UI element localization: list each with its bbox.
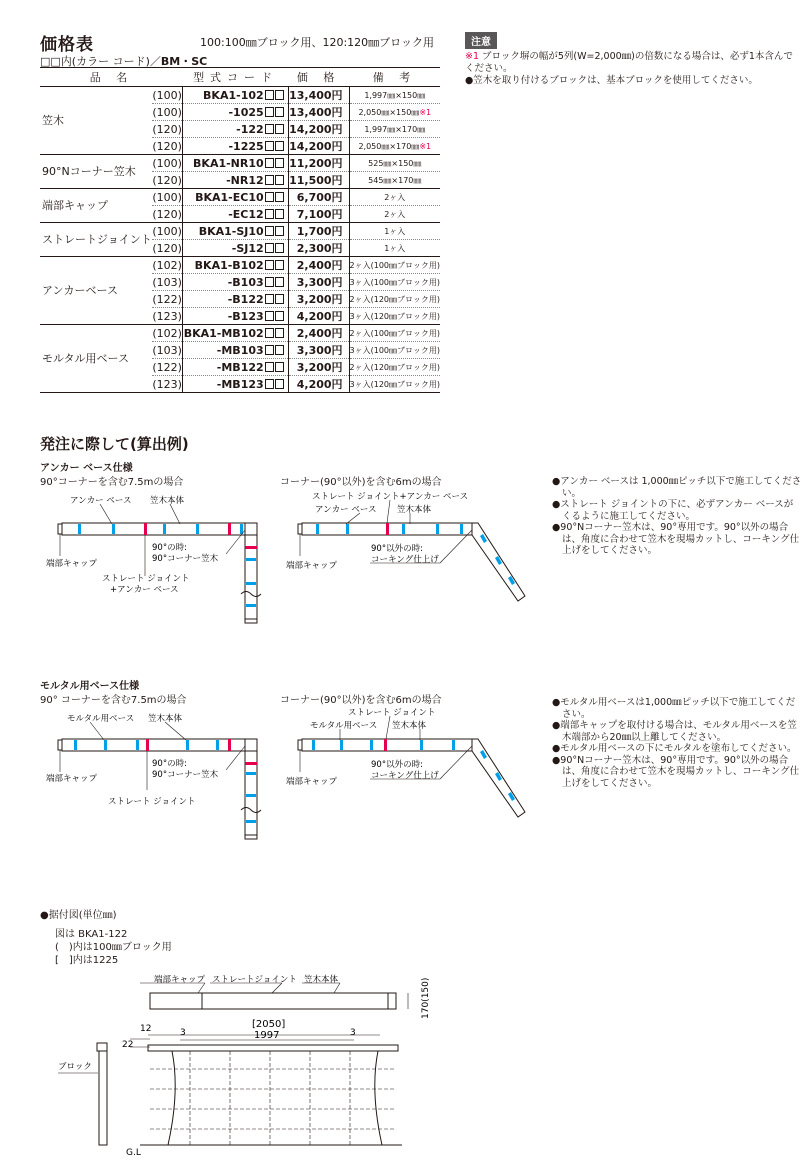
model-code-cell: [183, 308, 288, 325]
price-cell: 6,700円: [288, 189, 349, 206]
color-code-box: [275, 311, 284, 321]
color-code-box: [265, 345, 274, 355]
remarks-cell: [349, 308, 440, 325]
table-row: [40, 155, 440, 172]
price-cell: 2,400円: [288, 257, 349, 274]
model-code-text: -MB123: [216, 377, 264, 391]
product-name-cell: 笠木: [40, 87, 152, 155]
mortar-body-label: 笠木本体: [148, 714, 183, 724]
anchor-note-3: ●90°Nコーナー笠木は、90°専用です。90°以外の場合は、角度に合わせて笠木を現場カットし、コーキング仕上げをしてください。: [552, 522, 800, 556]
install-end-cap-label: 端部キャップ: [154, 975, 206, 985]
color-code-box: [275, 209, 284, 219]
color-code-box: [275, 294, 284, 304]
end-cap-label-right: 端部キャップ: [286, 561, 338, 571]
anchor-base-label-right: アンカー ベース: [315, 505, 377, 515]
color-code-box: [265, 311, 274, 321]
model-code-text: BKA1-B102: [194, 258, 264, 272]
model-code-cell: [183, 291, 288, 308]
remarks-text: 1ヶ入: [384, 243, 406, 253]
model-code-text: -B103: [227, 275, 264, 289]
other-angle-label-b: コーキング仕上げ: [371, 555, 439, 565]
mortar-note-4: ●90°Nコーナー笠木は、90°専用です。90°以外の場合は、角度に合わせて笠木を現場カットし、コーキング仕上げをしてください。: [552, 754, 800, 789]
mortar-corner-90-b: 90°コーナー笠木: [152, 770, 219, 780]
color-code-box: [275, 90, 284, 100]
color-code-box: [275, 379, 284, 389]
mortar-body-label-right: 笠木本体: [392, 721, 427, 731]
mortar-end-cap-label: 端部キャップ: [46, 774, 98, 784]
model-code-cell: [183, 104, 288, 121]
product-name-cell: 90°Nコーナー笠木: [40, 155, 152, 189]
remarks-text: 525㎜×150㎜: [368, 158, 422, 168]
order-section-title: 発注に際して(算出例): [40, 435, 189, 453]
remarks-cell: [349, 155, 440, 172]
model-code-text: -1025: [228, 105, 264, 119]
color-code-box: [265, 243, 274, 253]
block-size-cell: (123): [152, 377, 182, 391]
color-code-box: [265, 379, 274, 389]
model-code-cell: [183, 359, 288, 376]
color-code-box: [275, 345, 284, 355]
dim-12: 12: [140, 1024, 152, 1034]
mortar-left-rail: [58, 739, 261, 839]
model-code-cell: [183, 342, 288, 359]
remarks-cell: [349, 121, 440, 138]
color-code-box: [275, 277, 284, 287]
remarks-text: 3ヶ入(120㎜ブロック用): [349, 311, 440, 321]
remarks-cell: [349, 223, 440, 240]
mortar-left-caption: 90° コーナーを含む7.5mの場合: [40, 695, 187, 706]
model-code-cell: [183, 87, 288, 104]
model-code-cell: [183, 206, 288, 223]
product-name-cell: アンカーベース: [40, 257, 152, 325]
table-row: [40, 325, 440, 342]
remarks-cell: [349, 104, 440, 121]
gl-label: G.L: [126, 1148, 141, 1158]
remarks-text: 3ヶ入(100㎜ブロック用): [349, 345, 440, 355]
remarks-text: 2ヶ入: [384, 192, 406, 202]
anchor-layout-diagram: [40, 486, 540, 631]
block-size-cell: (120): [152, 173, 182, 187]
install-joint-label: ストレートジョイント: [212, 975, 297, 985]
block-size-cell: (102): [152, 258, 182, 272]
header-model-code: 型式コード: [183, 68, 288, 87]
block-size-cell: (103): [152, 343, 182, 357]
mortar-note-2: ●端部キャップを取付ける場合は、モルタル用ベースを笠木端部から20㎜以上離してください。: [552, 720, 797, 743]
remarks-text: 1,997㎜×150㎜: [364, 90, 426, 100]
product-name-cell: モルタル用ベース: [40, 325, 152, 393]
model-code-text: -122: [236, 122, 264, 136]
table-row: [40, 257, 440, 274]
anchor-note-1: ●アンカー ベースは 1,000㎜ピッチ以下で施工してください。: [552, 476, 802, 499]
color-code-box: [275, 107, 284, 117]
price-cell: 3,300円: [288, 274, 349, 291]
model-code-text: BKA1-SJ10: [198, 224, 264, 238]
header-price: 価 格: [288, 68, 349, 87]
mortar-right-caption: コーナー(90°以外)を含む6mの場合: [280, 695, 442, 706]
color-code-box: [265, 328, 274, 338]
remarks-text: 2,050㎜×170㎜: [358, 141, 420, 151]
color-code-box: [265, 226, 274, 236]
dim-3-left: 3: [180, 1028, 186, 1038]
color-code-box: [275, 158, 284, 168]
mortar-corner-90-a: 90°の時:: [152, 759, 187, 769]
block-size-cell: (100): [152, 156, 182, 170]
remarks-text: 3ヶ入(100㎜ブロック用): [349, 277, 440, 287]
mortar-notes: [552, 697, 802, 789]
other-angle-label-a: 90°以外の時:: [371, 544, 423, 554]
caution-notes: [465, 51, 800, 87]
model-code-text: -B122: [227, 292, 264, 306]
remarks-mark: ※1: [419, 107, 432, 117]
model-code-text: -NR12: [226, 173, 264, 187]
table-row: [40, 87, 440, 104]
block-size-cell: (120): [152, 241, 182, 255]
remarks-text: 2ヶ入(120㎜ブロック用): [349, 294, 440, 304]
remarks-cell: [349, 240, 440, 257]
price-table-subtitle: 100:100㎜ブロック用、120:120㎜ブロック用: [200, 36, 434, 49]
price-cell: 14,200円: [288, 121, 349, 138]
model-code-text: BKA1-MB102: [183, 326, 264, 340]
install-drawing: [40, 965, 440, 1165]
product-name-cell: 端部キャップ: [40, 189, 152, 223]
model-code-text: BKA1-EC10: [195, 190, 264, 204]
remarks-text: 2ヶ入(120㎜ブロック用): [349, 362, 440, 372]
model-code-text: -MB122: [216, 360, 264, 374]
remarks-cell: [349, 359, 440, 376]
top-rail-elevation: [140, 983, 408, 1009]
mortar-other-angle-a: 90°以外の時:: [371, 760, 423, 770]
header-product-name: 品 名: [40, 68, 183, 87]
corner-90-label-a: 90°の時:: [152, 543, 187, 553]
block-size-cell: (120): [152, 122, 182, 136]
price-cell: 11,200円: [288, 155, 349, 172]
mortar-joint-label: ストレート ジョイント: [108, 797, 196, 807]
color-code-box: [265, 124, 274, 134]
joint-anchor-label-a: ストレート ジョイント: [102, 574, 190, 584]
color-code-box: [265, 277, 274, 287]
price-table: [40, 67, 440, 393]
model-code-text: -1225: [228, 139, 264, 153]
mortar-note-3: ●モルタル用ベースの下にモルタルを塗布してください。: [552, 743, 797, 754]
color-code-box: [265, 294, 274, 304]
remarks-cell: [349, 138, 440, 155]
anchor-left-rail: [58, 523, 261, 623]
price-cell: 3,200円: [288, 359, 349, 376]
model-code-text: -SJ12: [231, 241, 264, 255]
remarks-text: 2ヶ入: [384, 209, 406, 219]
color-code-box: [265, 192, 274, 202]
mortar-other-angle-b: コーキング仕上げ: [371, 771, 439, 781]
color-code-note: □□内(カラー コード)／BM・SC: [40, 55, 208, 68]
block-size-cell: (100): [152, 190, 182, 204]
block-size-cell: (120): [152, 207, 182, 221]
install-line-3: [ ]内は1225: [55, 955, 119, 966]
mortar-note-1: ●モルタル用ベースは1,000㎜ピッチ以下で施工してください。: [552, 697, 796, 720]
remarks-text: 2ヶ入(100㎜ブロック用): [349, 328, 440, 338]
block-label: ブロック: [58, 1062, 92, 1072]
remarks-cell: [349, 291, 440, 308]
price-cell: 13,400円: [288, 87, 349, 104]
model-code-cell: [183, 325, 288, 342]
color-code-box: [265, 107, 274, 117]
block-section: [58, 1043, 107, 1145]
price-cell: 11,500円: [288, 172, 349, 189]
block-size-cell: (100): [152, 224, 182, 238]
remarks-cell: [349, 376, 440, 393]
product-name-cell: ストレートジョイント: [40, 223, 152, 257]
color-code-box: [265, 260, 274, 270]
anchor-spec-title: アンカー ベース仕様: [40, 463, 133, 474]
model-code-cell: [183, 138, 288, 155]
remarks-cell: [349, 274, 440, 291]
color-code-box: [275, 260, 284, 270]
block-size-cell: (120): [152, 139, 182, 153]
mortar-spec-title: モルタル用ベース仕様: [40, 681, 140, 692]
color-code-box: [275, 226, 284, 236]
install-line-1: 図は BKA1-122: [55, 929, 128, 940]
color-code-box: [265, 141, 274, 151]
mortar-base-label: モルタル用ベース: [67, 714, 135, 724]
block-size-cell: (100): [152, 105, 182, 119]
anchor-notes: [552, 476, 802, 557]
block-size-cell: (100): [152, 88, 182, 102]
remarks-cell: [349, 87, 440, 104]
price-cell: 1,700円: [288, 223, 349, 240]
remarks-text: 1ヶ入: [384, 226, 406, 236]
dim-2050: [2050]: [252, 1019, 286, 1030]
model-code-text: -MB103: [216, 343, 264, 357]
end-cap-label: 端部キャップ: [46, 559, 98, 569]
corner-90-label-b: 90°コーナー笠木: [152, 554, 219, 564]
dim-3-right: 3: [350, 1028, 356, 1038]
price-cell: 4,200円: [288, 308, 349, 325]
price-cell: 2,300円: [288, 240, 349, 257]
block-size-cell: (102): [152, 326, 182, 340]
block-size-cell: (123): [152, 309, 182, 323]
install-title: ●据付図(単位㎜): [40, 910, 117, 921]
price-cell: 3,300円: [288, 342, 349, 359]
price-cell: 3,200円: [288, 291, 349, 308]
model-code-text: -EC12: [228, 207, 264, 221]
color-code-box: [275, 362, 284, 372]
remarks-text: 545㎜×170㎜: [368, 175, 422, 185]
caution-badge: 注意: [465, 32, 497, 49]
dim-1997: 1997: [254, 1030, 280, 1041]
color-code-box: [275, 192, 284, 202]
remarks-cell: [349, 257, 440, 274]
model-code-cell: [183, 376, 288, 393]
joint-anchor-label-right: ストレート ジョイント+アンカー ベース: [312, 492, 469, 502]
model-code-cell: [183, 257, 288, 274]
color-code-box: [275, 175, 284, 185]
remarks-cell: [349, 206, 440, 223]
price-cell: 4,200円: [288, 376, 349, 393]
model-code-cell: [183, 274, 288, 291]
block-size-cell: (122): [152, 292, 182, 306]
caution-item-2: ●笠木を取り付けるブロックは、基本ブロックを使用してください。: [465, 75, 758, 86]
anchor-note-2: ●ストレート ジョイントの下に、必ずアンカー ベースがくるように施工してください。: [552, 499, 794, 522]
model-code-cell: [183, 240, 288, 257]
color-code-box: [265, 158, 274, 168]
anchor-base-label: アンカー ベース: [70, 496, 132, 506]
mortar-joint-label-right: ストレート ジョイント: [348, 708, 436, 718]
color-code-box: [265, 362, 274, 372]
price-cell: 2,400円: [288, 325, 349, 342]
anchor-left-caption: 90°コーナーを含む7.5mの場合: [40, 477, 184, 488]
price-table-title: 価格表: [40, 35, 94, 55]
model-code-cell: [183, 121, 288, 138]
color-code-box: [265, 175, 274, 185]
price-cell: 13,400円: [288, 104, 349, 121]
mortar-base-label-right: モルタル用ベース: [310, 721, 378, 731]
dim-22: 22: [122, 1040, 134, 1050]
remarks-cell: [349, 325, 440, 342]
price-cell: 14,200円: [288, 138, 349, 155]
block-size-cell: (122): [152, 360, 182, 374]
color-code-box: [275, 243, 284, 253]
mortar-end-cap-label-right: 端部キャップ: [286, 777, 338, 787]
remarks-cell: [349, 172, 440, 189]
table-row: [40, 189, 440, 206]
color-code-box: [275, 328, 284, 338]
install-height-label: 170(150): [421, 977, 431, 1019]
anchor-right-caption: コーナー(90°以外)を含む6mの場合: [280, 477, 442, 488]
model-code-text: BKA1-NR10: [193, 156, 264, 170]
remarks-text: 3ヶ入(120㎜ブロック用): [349, 379, 440, 389]
model-code-cell: [183, 155, 288, 172]
joint-anchor-label-b: +アンカー ベース: [110, 585, 179, 595]
model-code-text: -B123: [227, 309, 264, 323]
block-size-cell: (103): [152, 275, 182, 289]
model-code-cell: [183, 189, 288, 206]
model-code-cell: [183, 223, 288, 240]
caution-item-1: ※1 ブロック塀の幅が5列(W=2,000㎜)の倍数になる場合は、必ず1本含んでください。: [465, 51, 793, 74]
install-body-label: 笠木本体: [304, 975, 339, 985]
remarks-cell: [349, 189, 440, 206]
header-remarks: 備 考: [349, 68, 440, 87]
model-code-text: BKA1-102: [203, 88, 264, 102]
color-code-box: [275, 124, 284, 134]
remarks-mark: ※1: [419, 141, 432, 151]
model-code-cell: [183, 172, 288, 189]
price-cell: 7,100円: [288, 206, 349, 223]
color-code-box: [275, 141, 284, 151]
remarks-cell: [349, 342, 440, 359]
mortar-layout-diagram: [40, 704, 540, 849]
remarks-text: 1,997㎜×170㎜: [364, 124, 426, 134]
table-row: [40, 223, 440, 240]
body-label: 笠木本体: [150, 496, 185, 506]
body-label-right: 笠木本体: [397, 505, 432, 515]
color-code-box: [265, 90, 274, 100]
color-code-box: [265, 209, 274, 219]
install-line-2: ( )内は100㎜ブロック用: [55, 942, 172, 953]
remarks-text: 2ヶ入(100㎜ブロック用): [349, 260, 440, 270]
remarks-text: 2,050㎜×150㎜: [358, 107, 420, 117]
block-wall: [140, 1045, 402, 1145]
